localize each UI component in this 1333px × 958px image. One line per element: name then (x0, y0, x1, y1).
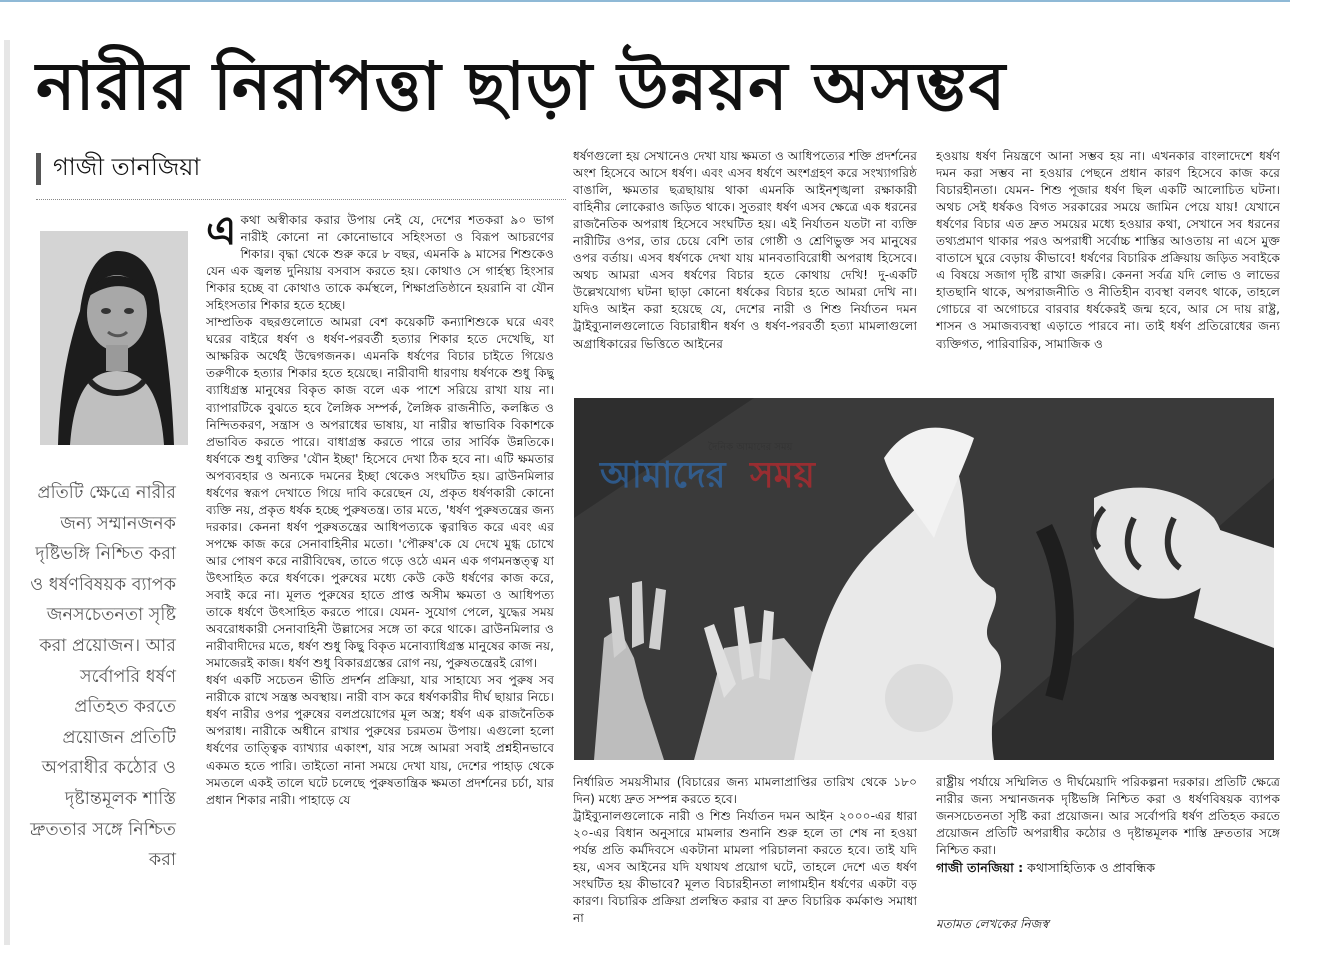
left-margin-bar (4, 40, 10, 945)
watermark-small: দৈনিক আমাদের সময় (708, 442, 793, 453)
paragraph: ট্রাইব্যুনালগুলোকে নারী ও শিশু নির্যাতন দমন আইন ২০০০-এর ধারা ২০-এর বিধান অনুসারে মামলার শুনানি শুরু হলে তা শেষ না হওয়া পর্যন্ত প্রতি কর্মদিবসে একটানা মামলা পরিচালনা করতে হবে। তাই যদি হয়, এসব আইনের যদি যথাযথ প্রয়োগ ঘটে, তাহলে দেশে এত ধর্ষণ সংঘটিত হয় কীভাবে? মূলত বিচারহীনতা লাগামহীন ধর্ষণের একটা বড় কারণ। বিচারিক প্রক্রিয়া প্রলম্বিত করার বা দ্রুত বিচারিক কর্মকাণ্ড সমাধা না (573, 809, 917, 926)
author-note (936, 859, 1280, 876)
drop-cap: এ (206, 212, 237, 254)
paragraph: সাম্প্রতিক বছরগুলোতে আমরা বেশ কয়েকটি কন্যাশিশুকে ঘরে এবং ঘরের বাইরে ধর্ষণ ও ধর্ষণ-পরবর্তী হত্যার শিকার হতে দেখেছি, যা আক্ষরিক অর্থেই উদ্বেগজনক। এমনকি ধর্ষণের বিচার চাইতে গিয়েও তরুণীকে হত্যার শিকার হতে হয়েছে। নারীবাদী ধারণায় ধর্ষণকে শুধু কিছু ব্যাধিগ্রস্ত মানুষের বিকৃত কাজ বলে এক পাশে সরিয়ে রাখা যায় না। ব্যাপারটিকে বুঝতে হবে লৈঙ্গিক সম্পর্ক, লৈঙ্গিক রাজনীতি, কলঙ্কিত ও নিন্দিতকরণ, সন্ত্রাস ও অপরাধের ভাষায়, যা নারীর স্বাভাবিক বিকাশকে প্রভাবিত করতে পারে। বাধাগ্রস্ত করতে পারে তার সার্বিক উন্নতিকে। ধর্ষণকে শুধু ব্যক্তির 'যৌন ইচ্ছা' হিসেবে দেখা ঠিক হবে না। এটি ক্ষমতার অপব্যবহার ও অন্যকে দমনের ইচ্ছা থেকেও সংঘটিত হয়। ব্রাউনমিলার ধর্ষণের স্বরূপ দেখাতে গিয়ে দাবি করেছেন যে, প্রকৃত ধর্ষণকারী কোনো ব্যক্তি নয়, প্রকৃত ধর্ষক হচ্ছে পুরুষতন্ত্র। তার মতে, 'ধর্ষণ পুরুষতন্ত্রের জন্য দরকার। কেননা ধর্ষণ পুরুষতন্ত্রের আধিপত্যকে ত্বরান্বিত করে এবং এর সপক্ষে কাজ করে সেনাবাহিনীর মতো। 'পৌরুষ'কে যে দেখে মুগ্ধ চোখে আর পোষণ করে নারীবিদ্বেষ, তাতে গড়ে ওঠে এমন এক গণমনস্তত্ত্ব যা উৎসাহিত করে ধর্ষণকে। পুরুষের মধ্যে কেউ কেউ ধর্ষণের কাজ করে, সবাই করে না। মূলত পুরুষের হাতে প্রাপ্ত অসীম ক্ষমতা ও আধিপত্য তাকে ধর্ষণে উৎসাহিত করতে পারে। যেমন- সুযোগ পেলে, যুদ্ধের সময় অবরোধকারী সেনাবাহিনী উল্লাসের সঙ্গে তা করে থাকে। ব্রাউনমিলার ও নারীবাদীদের মতে, ধর্ষণ শুধু কিছু বিকৃত মনোব্যাধিগ্রস্ত মানুষের কাজ নয়, সমাজেরই কাজ। ধর্ষণ শুধু বিকারগ্রস্তের রোগ নয়, পুরুষতন্ত্রেরই রোগ। (206, 315, 554, 671)
author-photo (40, 231, 188, 445)
byline-divider (36, 199, 566, 200)
watermark-part1: আমাদের (600, 455, 726, 496)
author-note-name: গাজী তানজিয়া : (936, 860, 1024, 876)
paragraph: হওয়ায় ধর্ষণ নিয়ন্ত্রণে আনা সম্ভব হয় না। এখনকার বাংলাদেশে ধর্ষণ দমন করা সম্ভব না হওয়ার পেছনে প্রধান কারণ হিসেবে কাজ করে বিচারহীনতা। যেমন- শিশু পূজার ধর্ষণ ছিল একটি আলোচিত ঘটনা। অথচ সেই ধর্ষকও বিগত সরকারের সময়ে জামিন পেয়ে যায়! যেখানে ধর্ষণের বিচার এত দ্রুত সময়ের মধ্যে হওয়ার কথা, সেখানে সব ধরনের তথ্যপ্রমাণ থাকার পরও অপরাধী সর্বোচ্চ শাস্তির আওতায় না এসে মুক্ত বাতাসে ঘুরে বেড়ায় কীভাবে! ধর্ষণের বিচারিক প্রক্রিয়ায় জড়িত সবাইকে এ বিষয়ে সজাগ দৃষ্টি রাখা জরুরি। কেননা সর্বত্র যদি লোভ ও লাভের হাতছানি থাকে, অপরাজনীতি ও নীতিহীন ব্যবস্থা বলবৎ থাকে, তাহলে গোচরে বা অগোচরে বারবার ধর্ষকেরই জন্ম হবে, আর সে দায় রাষ্ট্র, শাসন ও সমাজব্যবস্থা এড়াতে পারবে না। তাই ধর্ষণ প্রতিরোধের জন্য ব্যক্তিগত, পারিবারিক, সামাজিক ও (936, 149, 1280, 351)
top-rule (0, 0, 1290, 2)
column-3 (936, 148, 1280, 384)
column-1 (206, 212, 554, 947)
paragraph: ধর্ষণ একটি সচেতন ভীতি প্রদর্শন প্রক্রিয়া, যার সাহায্যে সব পুরুষ সব নারীকে রাখে সন্ত্রস্ত অবস্থায়। নারী বাস করে ধর্ষণকারীর দীর্ঘ ছায়ার নিচে। ধর্ষণ নারীর ওপর পুরুষের বলপ্রয়োগের মূল অস্ত্র; ধর্ষণ এক রাজনৈতিক অপরাধ। নারীকে অধীনে রাখার পুরুষের চরমতম উপায়। এগুলো হলো ধর্ষণের তাত্ত্বিক ব্যাখ্যার একাংশ, যার সঙ্গে আমরা সবাই প্রশ্নহীনভাবে একমত হতে পারি। তাইতো নানা সময়ে দেখা যায়, দেশের পাহাড় থেকে সমতলে একই তালে ঘটে চলেছে পুরুষতান্ত্রিক ক্ষমতা প্রদর্শনের চর্চা, যার প্রধান শিকার নারী। পাহাড়ে যে (206, 673, 554, 807)
paragraph: নির্ধারিত সময়সীমার (বিচারের জন্য মামলাপ্রাপ্তির তারিখ থেকে ১৮০ দিন) মধ্যে দ্রুত সম্পন্ন করতে হবে। (573, 775, 917, 807)
author-note-desc: কথাসাহিত্যিক ও প্রাবন্ধিক (1023, 860, 1156, 876)
pull-quote: প্রতিটি ক্ষেত্রে নারীর জন্য সম্মানজনক দৃষ্টিভঙ্গি নিশ্চিত করা ও ধর্ষণবিষয়ক ব্যাপক জনসচেতনতা সৃষ্টি করা প্রয়োজন। আর সর্বোপরি ধর্ষণ প্রতিহত করতে প্রয়োজন প্রতিটি অপরাধীর কঠোর ও দৃষ্টান্তমূলক শাস্তি দ্রুততার সঙ্গে নিশ্চিত করা (30, 483, 176, 871)
byline-author: গাজী তানজিয়া (53, 153, 201, 181)
byline (36, 152, 200, 186)
watermark-part2: সময় (750, 455, 815, 496)
byline-bar (36, 153, 41, 185)
disclaimer: মতামত লেখকের নিজস্ব (936, 917, 1049, 931)
paragraph: রাষ্ট্রীয় পর্যায়ে সম্মিলিত ও দীর্ঘমেয়াদি পরিকল্পনা দরকার। প্রতিটি ক্ষেত্রে নারীর জন্য সম্মানজনক দৃষ্টিভঙ্গি নিশ্চিত করা ও ধর্ষণবিষয়ক ব্যাপক জনসচেতনতা সৃষ্টি করা প্রয়োজন। আর সর্বোপরি ধর্ষণ প্রতিহত করতে প্রয়োজন প্রতিটি অপরাধীর কঠোর ও দৃষ্টান্তমূলক শাস্তি দ্রুততার সঙ্গে নিশ্চিত করা। (936, 775, 1280, 858)
paragraph: ধর্ষণগুলো হয় সেখানেও দেখা যায় ক্ষমতা ও আধিপত্যের শক্তি প্রদর্শনের অংশ হিসেবে আসে ধর্ষণ। এবং এসব ধর্ষণে অংশগ্রহণ করে সংখ্যাগরিষ্ঠ বাঙালি, ক্ষমতার ছত্রছায়ায় থাকা এমনকি আইনশৃঙ্খলা রক্ষাকারী বাহিনীর লোকেরাও জড়িত থাকে। সুতরাং ধর্ষণ এসব ক্ষেত্রে এক ধরনের রাজনৈতিক অপরাধ হিসেবে সংঘটিত হয়। এই নির্যাতন যতটা না ব্যক্তি নারীটির ওপর, তার চেয়ে বেশি তার গোষ্ঠী ও শ্রেণিভুক্ত সব মানুষের ওপর বর্তায়। এসব ধর্ষণকে দেখা যায় মানবতাবিরোধী অপরাধ হিসেবে। অথচ আমরা এসব ধর্ষণের বিচার হতে কোথায় দেখি! দু-একটি উল্লেখযোগ্য ঘটনা ছাড়া কোনো ধর্ষকের বিচার হতে আমরা দেখি না। যদিও আইন করা হয়েছে যে, দেশের নারী ও শিশু নির্যাতন দমন ট্রাইব্যুনালগুলোতে বিচারাধীন ধর্ষণ ও ধর্ষণ-পরবর্তী হত্যা মামলাগুলো অগ্রাধিকারের ভিত্তিতে আইনের (573, 149, 917, 351)
paragraph: কথা অস্বীকার করার উপায় নেই যে, দেশের শতকরা ৯০ ভাগ নারীই কোনো না কোনোভাবে সহিংসতা ও বিরূপ আচরণের শিকার। বৃদ্ধা থেকে শুরু করে ৮ বছর, এমনকি ৯ মাসের শিশুকেও যেন এক জ্বলন্ত দুনিয়ায় বসবাস করতে হয়। কোথাও সে গার্হস্থ্য হিংসার শিকার হচ্ছে বা কোথাও তাকে কর্মস্থলে, শিক্ষাপ্রতিষ্ঠানে হয়রানি বা যৌন সহিংসতার শিকার হতে হচ্ছে। (206, 213, 554, 313)
newspaper-watermark (600, 440, 860, 510)
article-headline: নারীর নিরাপত্তা ছাড়া উন্নয়ন অসম্ভব (36, 48, 1007, 125)
column-2 (573, 148, 917, 384)
column-4 (573, 774, 917, 940)
